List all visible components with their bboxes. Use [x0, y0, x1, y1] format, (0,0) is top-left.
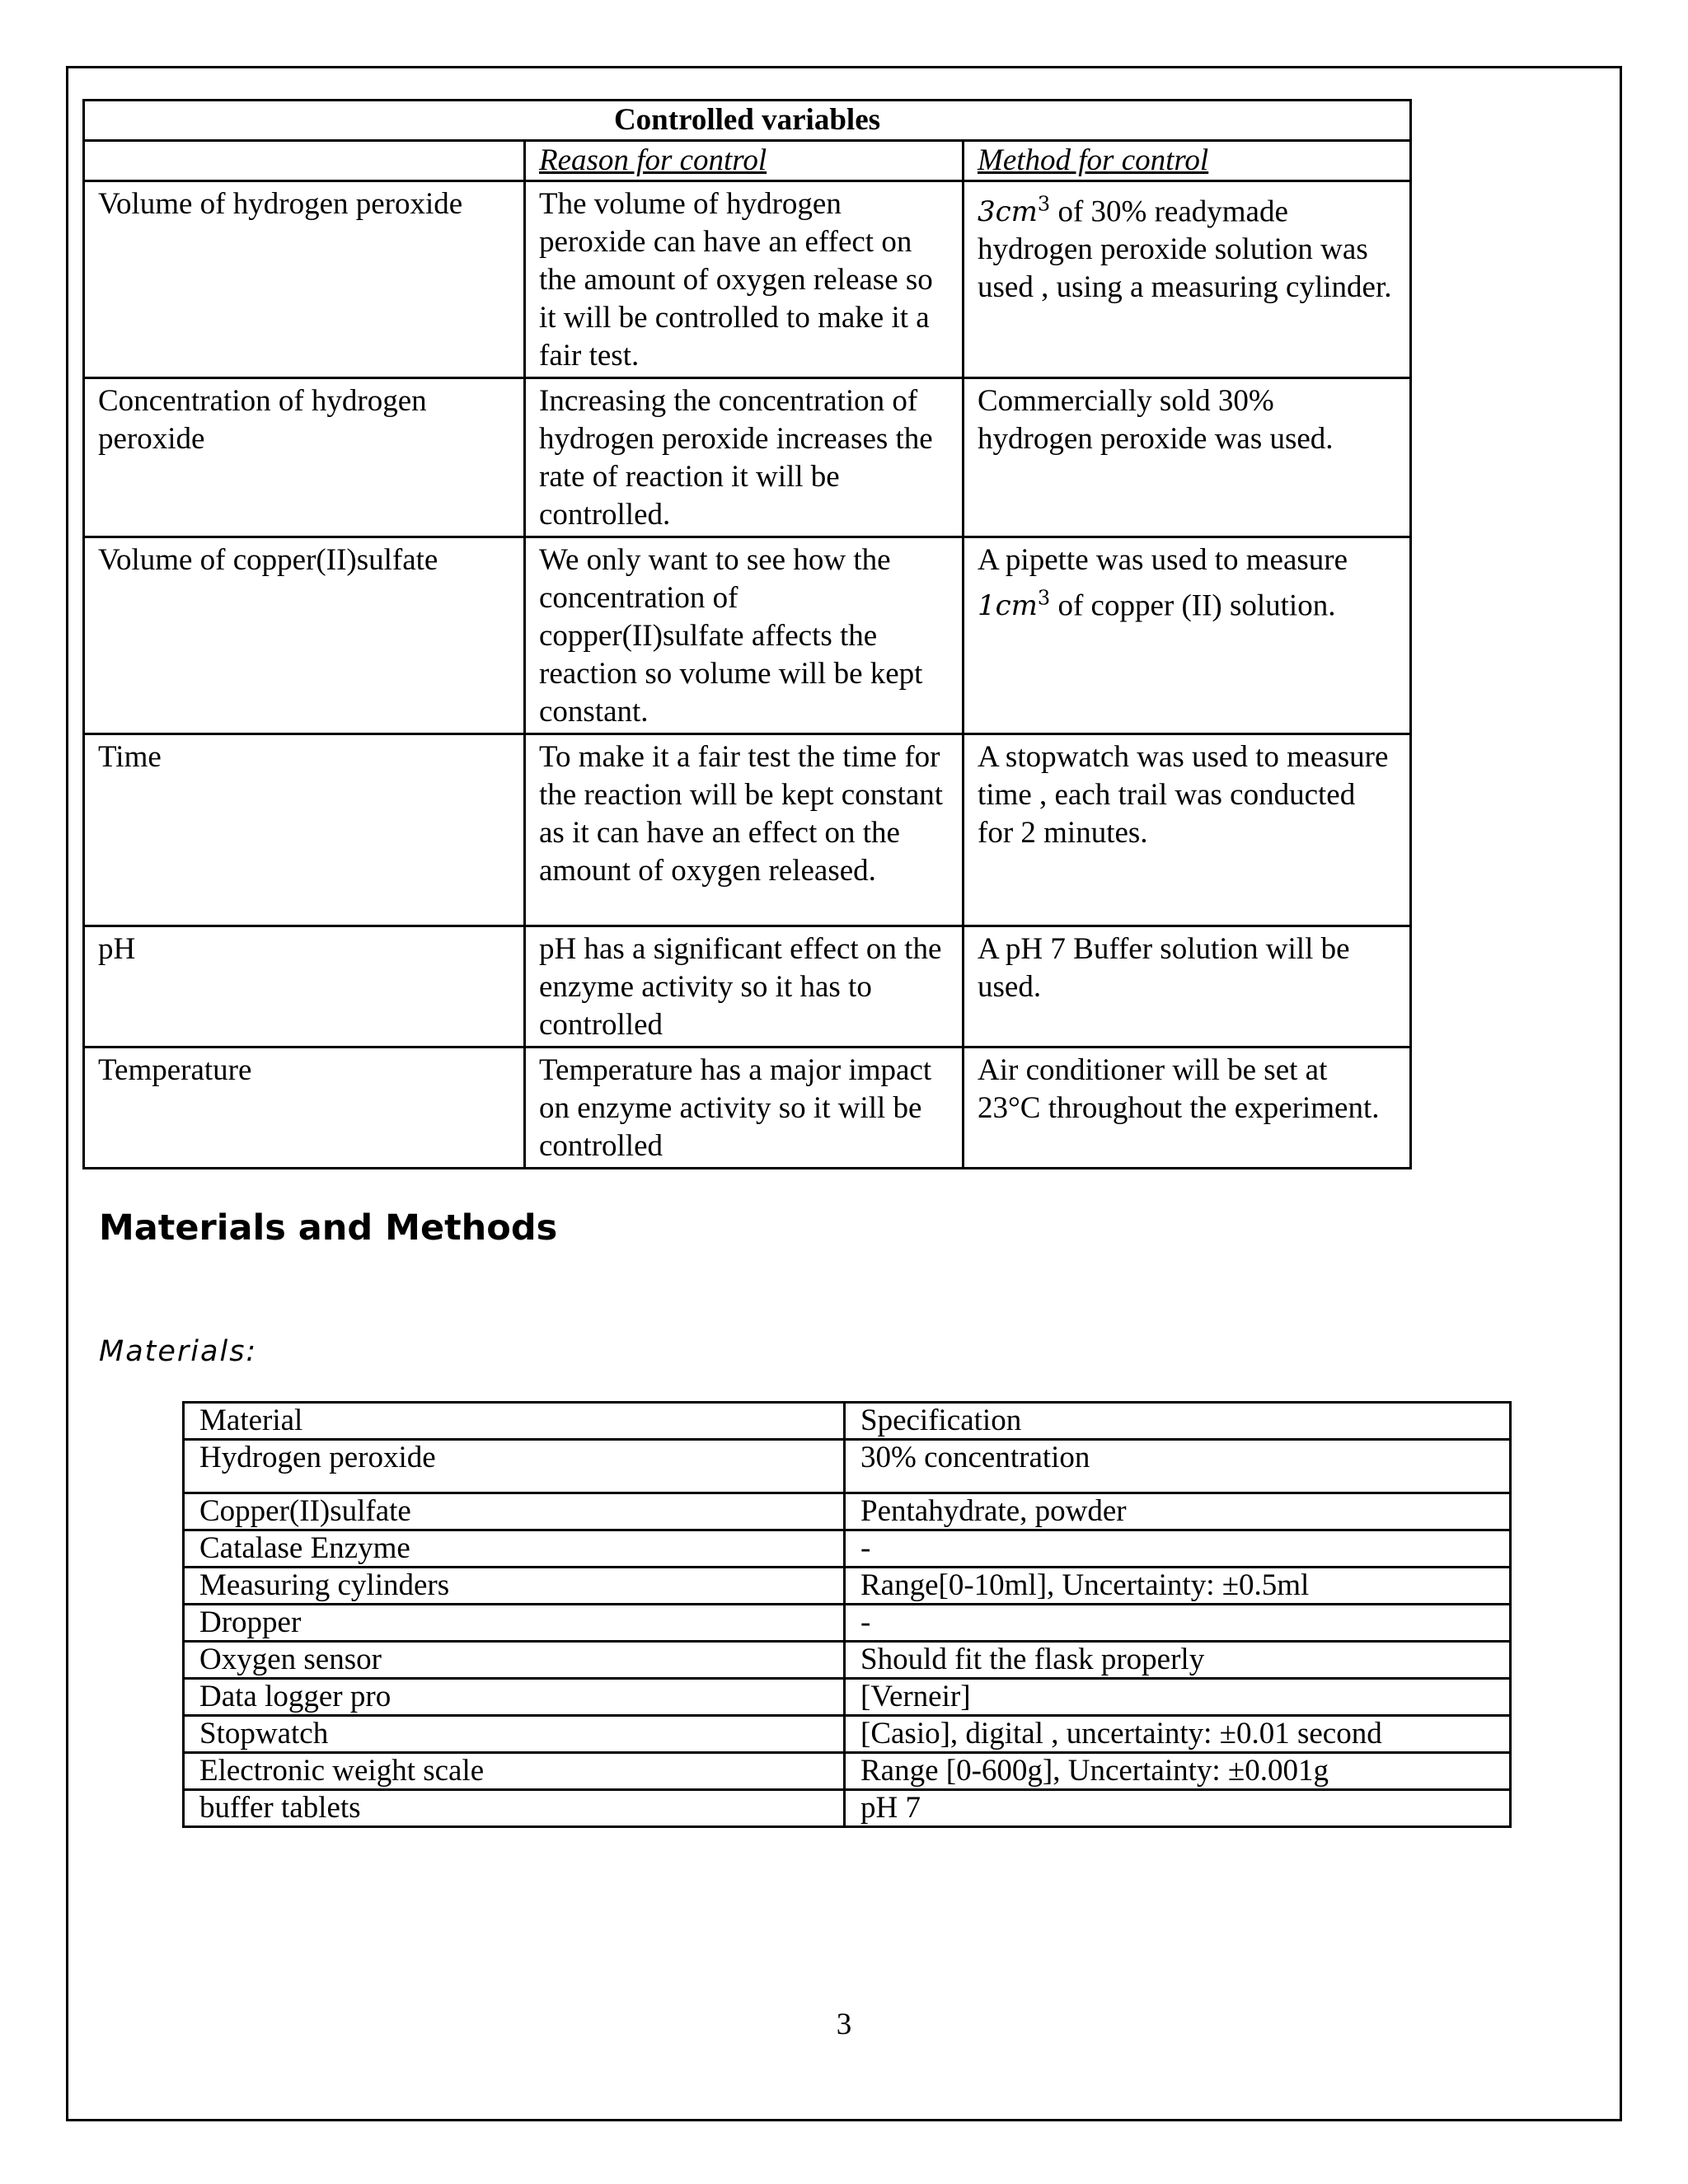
material-cell: Copper(II)sulfate — [184, 1493, 845, 1530]
header-reason: Reason for control — [525, 141, 964, 181]
table-row — [184, 1493, 1511, 1530]
math-expression: $1cm^3$ — [978, 587, 1051, 623]
specification-cell: Range[0-10ml], Uncertainty: ±0.5ml — [845, 1568, 1511, 1605]
variable-cell: Concentration of hydrogen peroxide — [84, 378, 525, 537]
variable-cell: pH — [84, 926, 525, 1047]
material-cell: Oxygen sensor — [184, 1642, 845, 1679]
table-row — [184, 1753, 1511, 1790]
material-cell: Electronic weight scale — [184, 1753, 845, 1790]
specification-cell: [Casio], digital , uncertainty: ±0.01 second — [845, 1716, 1511, 1753]
material-cell: Catalase Enzyme — [184, 1530, 845, 1568]
material-cell: buffer tablets — [184, 1790, 845, 1827]
materials-table — [182, 1401, 1512, 1828]
table-row — [184, 1679, 1511, 1716]
method-cell: Air conditioner will be set at 23°C throughout the experiment. — [964, 1047, 1411, 1169]
material-cell: Stopwatch — [184, 1716, 845, 1753]
table-row — [184, 1440, 1511, 1493]
method-cell: A pipette was used to measure $1cm^3$ of copper (II) solution. — [964, 537, 1411, 734]
specification-cell: 30% concentration — [845, 1440, 1511, 1493]
sub-heading: Materials: — [99, 1335, 258, 1368]
section-heading: Materials and Methods — [99, 1207, 558, 1249]
method-cell: A pH 7 Buffer solution will be used. — [964, 926, 1411, 1047]
reason-cell: pH has a significant effect on the enzyme activity so it has to controlled — [525, 926, 964, 1047]
table-row — [84, 1047, 1411, 1169]
table-row — [184, 1530, 1511, 1568]
specification-cell: Range [0-600g], Uncertainty: ±0.001g — [845, 1753, 1511, 1790]
reason-cell: We only want to see how the concentration of copper(II)sulfate affects the reaction so volume will be kept constant. — [525, 537, 964, 734]
specification-cell: Pentahydrate, powder — [845, 1493, 1511, 1530]
material-cell: Dropper — [184, 1605, 845, 1642]
variable-cell: Time — [84, 734, 525, 926]
table-row — [184, 1642, 1511, 1679]
table-row — [84, 181, 1411, 378]
table-row — [184, 1605, 1511, 1642]
specification-cell: Should fit the flask properly — [845, 1642, 1511, 1679]
math-expression: $3cm^3$ — [978, 193, 1051, 229]
controlled-variables-table — [82, 99, 1412, 1169]
specification-cell: pH 7 — [845, 1790, 1511, 1827]
reason-cell: Increasing the concentration of hydrogen peroxide increases the rate of reaction it will be controlled. — [525, 378, 964, 537]
method-cell: A stopwatch was used to measure time , each trail was conducted for 2 minutes. — [964, 734, 1411, 926]
material-cell: Data logger pro — [184, 1679, 845, 1716]
table-row — [84, 926, 1411, 1047]
table-row — [84, 734, 1411, 926]
specification-cell: - — [845, 1605, 1511, 1642]
variable-cell: Volume of copper(II)sulfate — [84, 537, 525, 734]
page-number: 3 — [836, 2008, 852, 2041]
header-method: Method for control — [964, 141, 1411, 181]
material-cell: Hydrogen peroxide — [184, 1440, 845, 1493]
reason-cell: To make it a fair test the time for the reaction will be kept constant as it can have an effect on the amount of oxygen released. — [525, 734, 964, 926]
reason-cell: The volume of hydrogen peroxide can have an effect on the amount of oxygen release so it will be controlled to make it a fair test. — [525, 181, 964, 378]
material-cell: Measuring cylinders — [184, 1568, 845, 1605]
table-header-row — [184, 1403, 1511, 1440]
header-variable — [84, 141, 525, 181]
method-cell: $3cm^3$ of 30% readymade hydrogen peroxide solution was used , using a measuring cylinder. — [964, 181, 1411, 378]
table-row — [184, 1716, 1511, 1753]
table-row — [84, 378, 1411, 537]
specification-cell: - — [845, 1530, 1511, 1568]
variable-cell: Temperature — [84, 1047, 525, 1169]
method-cell: Commercially sold 30% hydrogen peroxide was used. — [964, 378, 1411, 537]
header-specification: Specification — [845, 1403, 1511, 1440]
table-row — [184, 1790, 1511, 1827]
specification-cell: [Verneir] — [845, 1679, 1511, 1716]
table-row — [84, 537, 1411, 734]
table-title: Controlled variables — [84, 101, 1411, 141]
table-row — [184, 1568, 1511, 1605]
reason-cell: Temperature has a major impact on enzyme activity so it will be controlled — [525, 1047, 964, 1169]
header-material: Material — [184, 1403, 845, 1440]
variable-cell: Volume of hydrogen peroxide — [84, 181, 525, 378]
